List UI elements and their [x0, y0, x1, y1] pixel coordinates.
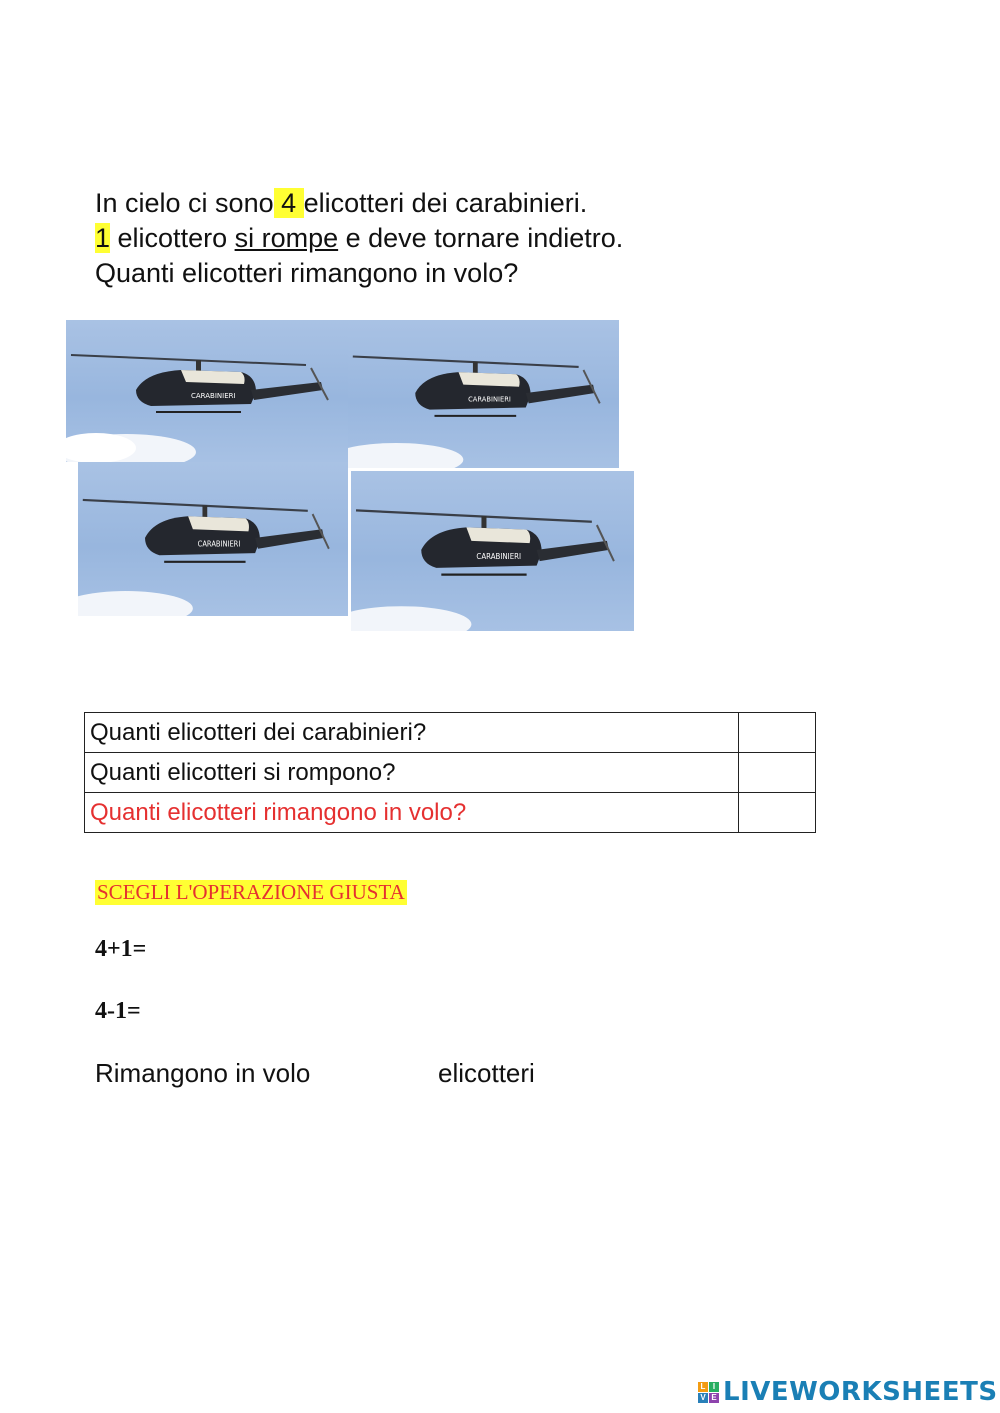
helicopter-photo-3 — [78, 462, 348, 616]
number-highlight: 1 — [95, 223, 111, 253]
helicopter-label: CARABINIERI — [197, 539, 241, 549]
number-highlight: 4 — [273, 188, 304, 218]
questions-table — [84, 712, 816, 833]
problem-line-3: Quanti elicotteri rimangono in volo? — [95, 258, 519, 288]
helicopter-illustration — [66, 320, 348, 462]
table-row — [85, 793, 816, 833]
question-cell: Quanti elicotteri rimangono in volo? — [85, 793, 739, 833]
helicopter-illustration — [78, 462, 348, 616]
problem-text — [95, 186, 623, 291]
helicopter-photo-4 — [351, 471, 634, 631]
brand-footer — [698, 1377, 998, 1407]
choose-operation-label: SCEGLI L'OPERAZIONE GIUSTA — [97, 880, 405, 904]
underlined-phrase: si rompe — [234, 223, 339, 253]
problem-line-1: In cielo ci sono 4 elicotteri dei carabinieri. — [95, 188, 588, 218]
table-row — [85, 713, 816, 753]
answer-cell-1[interactable] — [739, 713, 816, 753]
question-cell: Quanti elicotteri si rompono? — [85, 753, 739, 793]
helicopter-photo-1 — [66, 320, 348, 462]
helicopter-label: CARABINIERI — [468, 394, 511, 404]
problem-line-2: 1 elicottero si rompe e deve tornare indietro. — [95, 223, 624, 253]
answer-cell-2[interactable] — [739, 753, 816, 793]
brand-name: LIVEWORKSHEETS — [723, 1377, 998, 1407]
brand-logo-icon: L I V E — [698, 1382, 719, 1403]
operation-option-subtraction[interactable]: 4-1= — [95, 998, 141, 1024]
helicopter-illustration — [351, 471, 634, 631]
question-cell: Quanti elicotteri dei carabinieri? — [85, 713, 739, 753]
helicopter-label: CARABINIERI — [476, 551, 522, 561]
result-suffix: elicotteri — [438, 1058, 535, 1088]
helicopter-label: CARABINIERI — [191, 392, 236, 400]
operation-option-addition[interactable]: 4+1= — [95, 936, 147, 962]
answer-cell-3[interactable] — [739, 793, 816, 833]
table-row — [85, 753, 816, 793]
helicopter-photo-2 — [348, 320, 619, 468]
helicopter-illustration — [348, 320, 619, 468]
result-prefix: Rimangono in volo — [95, 1058, 311, 1088]
